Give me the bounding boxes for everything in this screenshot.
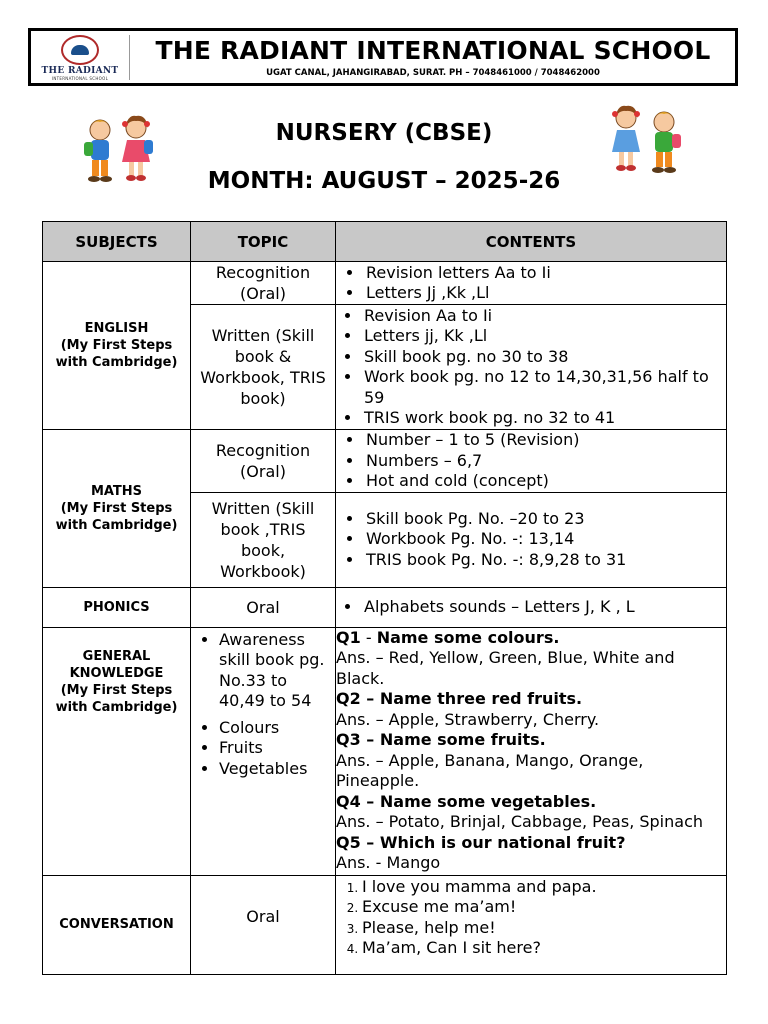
- subject-book: (My First Steps: [60, 682, 173, 698]
- logo-text: THE RADIANT: [41, 65, 119, 76]
- question-number: Q5: [336, 832, 361, 852]
- list-item: • Revision letters Aa to Ii: [364, 263, 720, 284]
- subject-conversation: CONVERSATION: [43, 875, 191, 974]
- contents-maths-written: [336, 492, 727, 587]
- gk-question-4: [336, 792, 726, 813]
- header-divider: [129, 35, 130, 80]
- list-item: • TRIS book Pg. No. -: 8,9,28 to 31: [364, 550, 720, 571]
- subject-book: with Cambridge): [55, 517, 178, 533]
- table-row-conversation: [43, 875, 727, 974]
- school-emblem-icon: [61, 35, 99, 65]
- table-header-row: [43, 222, 727, 262]
- subject-book: (My First Steps: [60, 338, 173, 353]
- list-item: 2. Excuse me ma’am!: [362, 897, 720, 918]
- question-text: Name some colours.: [376, 627, 560, 647]
- list-item: • Awareness skill book pg. No.33 to 40,49 to 54: [219, 630, 331, 712]
- question-separator: –: [360, 730, 380, 749]
- topic-line: Workbook, TRIS: [200, 368, 326, 387]
- logo-subtext: INTERNATIONAL SCHOOL: [51, 75, 109, 81]
- list-item: • Work book pg. no 12 to 14,30,31,56 half to 59: [362, 367, 720, 408]
- gk-question-1: [336, 628, 726, 649]
- question-separator: -: [360, 627, 377, 647]
- topic-phonics: Oral: [191, 587, 336, 627]
- list-item: 3. Please, help me!: [362, 918, 720, 939]
- table-row-phonics: [43, 587, 727, 627]
- contents-english-written: [336, 305, 727, 430]
- gk-answer-1: Ans. – Red, Yellow, Green, Blue, White and Black.: [336, 648, 675, 688]
- header-contents: CONTENTS: [336, 222, 727, 262]
- topic-line: Workbook): [220, 561, 306, 581]
- subject-book: with Cambridge): [55, 355, 178, 370]
- class-title: NURSERY (CBSE): [275, 120, 493, 146]
- gk-question-3: [336, 730, 726, 751]
- header-topic: TOPIC: [191, 222, 336, 262]
- list-item: • Skill book Pg. No. –20 to 23: [364, 509, 720, 530]
- list-item: • Revision Aa to Ii: [362, 306, 720, 327]
- subject-maths: [43, 430, 191, 588]
- subject-phonics: PHONICS: [43, 587, 191, 627]
- subject-name: GENERAL: [82, 648, 151, 664]
- question-number: Q4: [336, 791, 361, 811]
- subject-name: KNOWLEDGE: [69, 665, 164, 681]
- table-row-english-oral: [43, 262, 727, 305]
- list-item: • TRIS work book pg. no 32 to 41: [362, 408, 720, 429]
- question-separator: –: [360, 832, 380, 852]
- topic-line: Recognition: [215, 440, 311, 460]
- school-header: [28, 28, 738, 86]
- list-item: • Workbook Pg. No. -: 13,14: [364, 529, 720, 550]
- topic-maths-written: [191, 492, 336, 587]
- topic-line: Recognition: [215, 263, 311, 282]
- list-item: • Numbers – 6,7: [364, 451, 720, 472]
- list-item: • Number – 1 to 5 (Revision): [364, 430, 720, 451]
- topic-line: Written (Skill: [211, 326, 315, 345]
- question-text: Name some fruits.: [379, 730, 546, 749]
- contents-maths-oral: [336, 430, 727, 493]
- subject-gk: [43, 627, 191, 875]
- list-item: • Colours: [219, 718, 331, 739]
- gk-answer-4: Ans. – Potato, Brinjal, Cabbage, Peas, Spinach: [336, 812, 704, 831]
- question-number: Q3: [336, 730, 361, 749]
- list-item: • Alphabets sounds – Letters J, K , L: [362, 597, 720, 618]
- header-subjects: SUBJECTS: [43, 222, 191, 262]
- topic-line: book): [240, 389, 286, 408]
- question-text: Name some vegetables.: [379, 791, 597, 811]
- contents-english-oral: [336, 262, 727, 305]
- contents-conversation: [336, 875, 727, 974]
- list-item: • Fruits: [219, 738, 331, 759]
- table-row-gk: [43, 627, 727, 875]
- school-logo: [39, 34, 121, 81]
- topic-conversation: Oral: [191, 875, 336, 974]
- gk-answer-5: Ans. - Mango: [336, 853, 441, 872]
- question-number: Q1: [336, 627, 361, 647]
- school-address: UGAT CANAL, JAHANGIRABAD, SURAT. PH – 7048461000 / 7048462000: [266, 68, 600, 78]
- gk-answer-3: Ans. – Apple, Banana, Mango, Orange, Pineapple.: [336, 750, 644, 790]
- list-item: • Skill book pg. no 30 to 38: [362, 347, 720, 368]
- topic-maths-oral: [191, 430, 336, 493]
- subject-name: MATHS: [90, 483, 143, 499]
- topic-line: (Oral): [240, 284, 286, 303]
- gk-answer-2: Ans. – Apple, Strawberry, Cherry.: [336, 709, 600, 729]
- topic-line: book &: [234, 347, 292, 366]
- contents-gk: [336, 627, 727, 875]
- list-item: • Letters jj, Kk ,Ll: [362, 326, 720, 347]
- question-number: Q2: [336, 689, 361, 708]
- topic-english-oral: [191, 262, 336, 305]
- question-text: Name three red fruits.: [379, 689, 583, 708]
- school-name: THE RADIANT INTERNATIONAL SCHOOL: [155, 36, 711, 65]
- topic-english-written: [191, 305, 336, 430]
- gk-question-2: [336, 689, 726, 710]
- topic-line: (Oral): [240, 461, 286, 481]
- list-item: 4. Ma’am, Can I sit here?: [362, 938, 720, 959]
- syllabus-table: [42, 221, 727, 975]
- list-item: • Letters Jj ,Kk ,Ll: [364, 283, 720, 304]
- month-title: MONTH: AUGUST – 2025-26: [207, 168, 561, 194]
- subject-english: [43, 262, 191, 430]
- contents-phonics: [336, 587, 727, 627]
- question-separator: –: [360, 689, 380, 708]
- subject-book: with Cambridge): [55, 699, 178, 715]
- list-item: 1. I love you mamma and papa.: [362, 877, 720, 898]
- topic-line: Written (Skill: [211, 498, 315, 518]
- table-row-maths-oral: [43, 430, 727, 493]
- question-text: Which is our national fruit?: [379, 832, 626, 852]
- list-item: • Vegetables: [219, 759, 331, 780]
- list-item: • Hot and cold (concept): [364, 471, 720, 492]
- subject-book: (My First Steps: [60, 500, 173, 516]
- topic-line: book,: [240, 540, 286, 560]
- topic-line: book ,TRIS: [220, 519, 306, 539]
- topic-gk: [191, 627, 336, 875]
- question-separator: –: [360, 791, 380, 811]
- gk-question-5: [336, 833, 726, 854]
- subject-name: ENGLISH: [84, 321, 149, 336]
